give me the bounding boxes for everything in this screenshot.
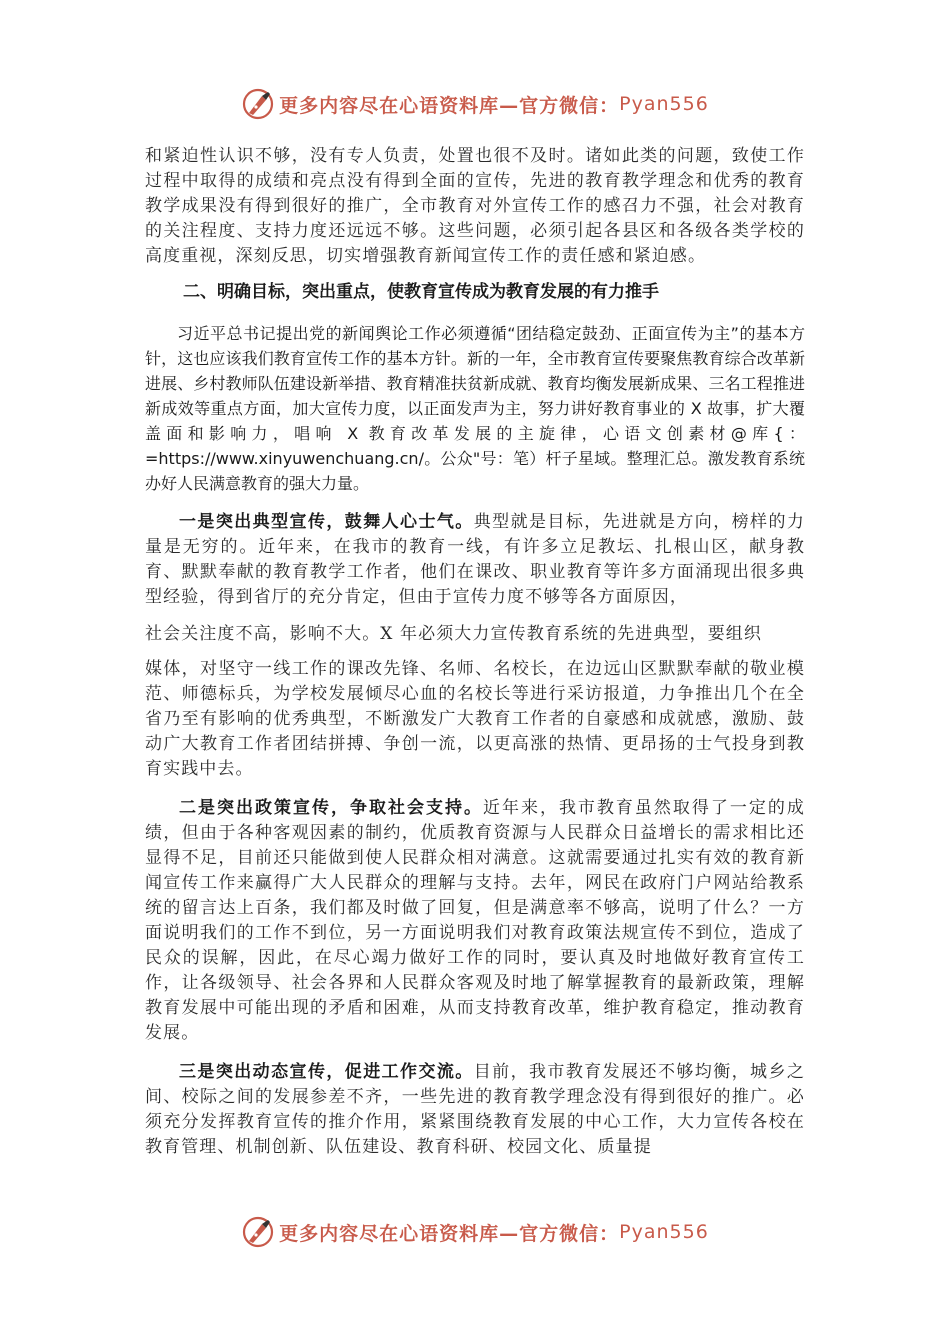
paragraph-lead-typical: 一是突出典型宣传，鼓舞人心士气。	[179, 512, 474, 532]
paragraph-lead-dynamic: 三是突出动态宣传，促进工作交流。	[179, 1062, 474, 1082]
paragraph-typical-text-c: 媒体，对坚守一线工作的课改先锋、名师、名校长，在边远山区默默奉献的敬业模范、师德标兵，为学校发展倾尽心血的名校长等进行采访报道，力争推出几个在全省乃至有影响的优秀典型，不断激发广大教育工作者的自豪感和成就感，激励、鼓动广大教育工作者团结拼搏、争创一流，以更高涨的热情、更昂扬的士气投身到教育实践中去。	[145, 659, 805, 779]
pen-nib-logo-icon	[241, 1215, 275, 1249]
paragraph-policy: 习近平总书记提出党的新闻舆论工作必须遵循“团结稳定鼓劲、正面宣传为主”的基本方针，这也应该我们教育宣传工作的基本方针。新的一年，全市教育宣传要聚焦教育综合改革新进展、乡村教师队伍建设新举措、教育精准扶贫新成就、教育均衡发展新成果、三名工程推进新成效等重点方面，加大宣传力度，以正面发声为主，努力讲好教育事业的 X 故事，扩大覆盖面和影响力，唱响 X 教育改革发展的主旋律，心语文创素材@库{：=https://www.xinyuwenchuang.cn/。公众"号：笔）杆子星域。整理汇总。激发教育系统办好人民满意教育的强大力量。	[145, 324, 805, 493]
header-banner	[0, 84, 950, 124]
paragraph-typical-text-a: 典型就是目标，先进就是方向，榜样的力量是无穷的。近年来，在我市的教育一线，有许多立足教坛、扎根山区，献身教育、默默奉献的教育教学工作者，他们在课改、职业教育等许多方面涌现出很多典型经验，得到省厅的充分肯定，但由于宣传力度不够等各方面原因，	[145, 512, 805, 607]
paragraph-dynamic-propaganda	[145, 1060, 805, 1160]
banner-contact: Pyan556	[619, 93, 709, 115]
paragraph-policy-text: 近年来，我市教育虽然取得了一定的成绩，但由于各种客观因素的制约，优质教育资源与人民群众日益增长的需求相比还显得不足，目前还只能做到使人民群众相对满意。这就需要通过扎实有效的教育新闻宣传工作来赢得广大人民群众的理解与支持。去年，网民在政府门户网站给教系统的留言达上百条，我们都及时做了回复，但是满意率不够高，说明了什么？一方面说明我们的工作不到位，另一方面说明我们对教育政策法规宣传不到位，造成了民众的误解，因此，在尽心竭力做好工作的同时，要认真及时地做好教育宣传工作，让各级领导、社会各界和人民群众客观及时地了解掌握教育的最新政策，理解教育发展中可能出现的矛盾和困难，从而支持教育改革，维护教育稳定，推动教育发展。	[145, 798, 805, 1043]
paragraph-policy-propaganda	[145, 796, 805, 1046]
footer-banner	[0, 1212, 950, 1252]
paragraph-continuation: 和紧迫性认识不够，没有专人负责，处置也很不及时。诸如此类的问题，致使工作过程中取得的成绩和亮点没有得到全面的宣传，先进的教育教学理念和优秀的教育教学成果没有得到很好的推广，全市教育对外宣传工作的感召力不强，社会对教育的关注程度、支持力度还远远不够。这些问题，必须引起各县区和各级各类学校的高度重视，深刻反思，切实增强教育新闻宣传工作的责任感和紧迫感。	[145, 146, 805, 266]
pen-nib-logo-icon	[241, 87, 275, 121]
paragraph-lead-policy: 二是突出政策宣传，争取社会支持。	[179, 798, 483, 818]
banner-text: 更多内容尽在心语资料库—官方微信：	[279, 1222, 620, 1245]
banner-text: 更多内容尽在心语资料库—官方微信：	[279, 94, 620, 117]
section-heading: 二、明确目标，突出重点，使教育宣传成为教育发展的有力推手	[183, 282, 659, 302]
paragraph-typical-text-b: 社会关注度不高，影响不大。X 年必须大力宣传教育系统的先进典型，要组织	[145, 624, 763, 644]
paragraph-typical-propaganda	[145, 510, 805, 610]
banner-contact: Pyan556	[619, 1221, 709, 1243]
document-body	[145, 144, 805, 1160]
paragraph-dynamic-text: 目前，我市教育发展还不够均衡，城乡之间、校际之间的发展参差不齐，一些先进的教育教学理念没有得到很好的推广。必须充分发挥教育宣传的推介作用，紧紧围绕教育发展的中心工作，大力宣传各校在教育管理、机制创新、队伍建设、教育科研、校园文化、质量提	[145, 1062, 805, 1157]
